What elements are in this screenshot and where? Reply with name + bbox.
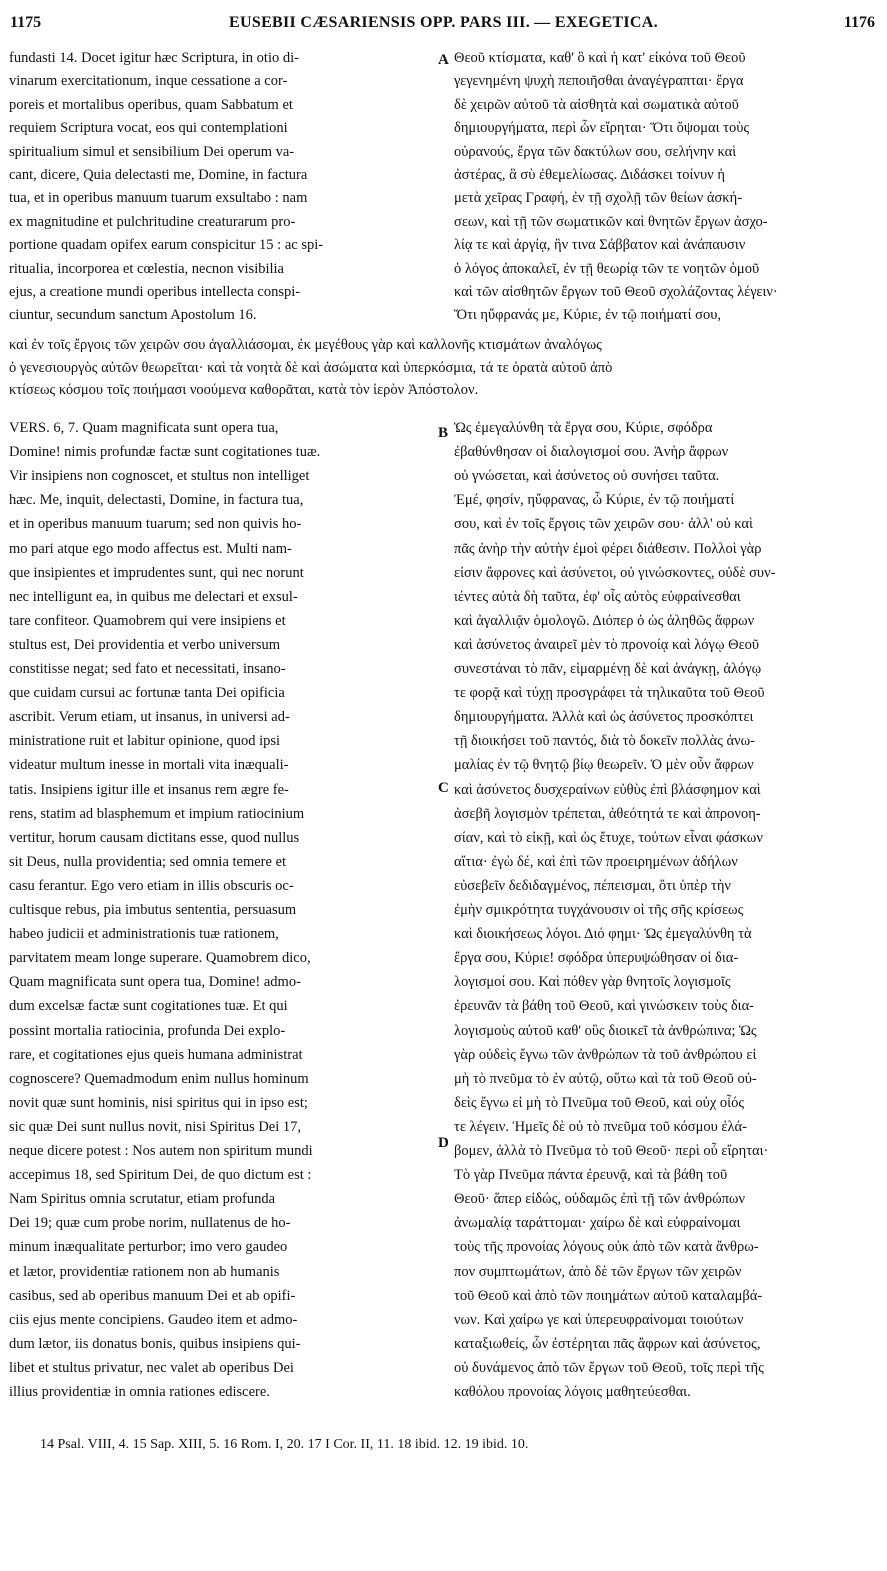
text-line: ἔργα σου, Κύριε! σφόδρα ὑπερυψώθησαν οἱ δια- xyxy=(454,950,739,967)
text-line: portione quadam opifex earum conspicitur 15 : ac spi- xyxy=(9,237,324,254)
margin-letter-c: C xyxy=(438,780,449,796)
text-line: καθόλου προνοίας λόγοις μαθητεύεσθαι. xyxy=(454,1384,691,1400)
text-line: videatur multum inesse in mortali vita inæquali- xyxy=(9,757,289,774)
text-line: ciuntur, secundum sanctum Apostolum 16. xyxy=(9,307,257,324)
text-line: πᾶς ἀνὴρ τὴν αὐτὴν ἐμοὶ φέρει διάθεσιν. Πολλοὶ γὰρ xyxy=(454,540,762,557)
footnotes: 14 Psal. VIII, 4. 15 Sap. XIII, 5. 16 Rom. I, 20. 17 I Cor. II, 11. 18 ibid. 12. 19 ibid. 10. xyxy=(40,1437,529,1452)
page-number-left: 1175 xyxy=(10,14,42,31)
text-line: mo pari atque ego modo affectus est. Multi nam- xyxy=(9,540,292,557)
text-line: σεων, καὶ τῇ τῶν σωματικῶν καὶ θνητῶν ἔργων ἀσχο- xyxy=(454,213,768,230)
text-line: καὶ διοικήσεως λόγοι. Διό φημι· Ὡς ἐμεγαλύνθη τὰ xyxy=(454,926,752,943)
margin-letter-b: B xyxy=(438,425,449,441)
text-line: καὶ ἀσύνετος ἀναιρεῖ μὲν τὸ προνοίᾳ καὶ λόγῳ Θεοῦ xyxy=(454,636,760,653)
text-line: tua, et in operibus manuum tuarum exsultabo : nam xyxy=(9,190,308,207)
text-line: καὶ ἀγαλλιᾷν ὁμολογῶ. Διόπερ ὁ ὡς ἀληθῶς ἄφρων xyxy=(454,612,755,629)
text-line: parvitatem meam longe superare. Quamobrem dico, xyxy=(9,950,311,967)
text-line: σου, καὶ ἐν τοῖς ἔργοις τῶν χειρῶν σου· ἀλλ' οὐ καὶ xyxy=(454,516,753,533)
text-line: βομεν, ἀλλὰ τὸ Πνεῦμα τὸ τοῦ Θεοῦ· περὶ οὗ εἴρηται· xyxy=(454,1143,769,1159)
text-line: μὴ τὸ πνεῦμα τὸ ἐν αὐτῷ, οὕτω καὶ τὰ τοῦ Θεοῦ οὐ- xyxy=(454,1070,757,1087)
text-line: tare confiteor. Quamobrem qui vere insipiens et xyxy=(9,612,286,629)
margin-letter-d: D xyxy=(438,1135,449,1151)
text-line: γεγενημένη ψυχὴ πεποιῆσθαι ἀναγέγραπται· ἔργα xyxy=(454,73,744,90)
text-line: ἐμὴν σμικρότητα τυγχάνουσιν οἱ τῆς σῆς κρίσεως xyxy=(454,902,744,918)
text-line: κτίσεως κόσμου τοῖς ποιήμασι νοούμενα καθορᾶται, κατὰ τὸν ἱερὸν Ἀπόστολον. xyxy=(9,382,479,398)
text-line: ciis ejus mente concipiens. Gaudeo item et admo- xyxy=(9,1311,298,1328)
text-line: Domine! nimis profundæ factæ sunt cogitationes tuæ. xyxy=(9,444,321,461)
text-line: λογισμοί σου. Καὶ πόθεν γὰρ θνητοῖς λογισμοῖς xyxy=(454,974,731,991)
text-line: τε λέγειν. Ἡμεῖς δὲ οὐ τὸ πνεῦμα τοῦ κόσμου ἐλά- xyxy=(454,1118,747,1135)
text-line: αἴτια· ἐγὼ δέ, καὶ ἐπὶ τῶν προειρημένων ἀδήλων xyxy=(454,853,738,870)
text-line: novit quæ sunt hominis, nisi spiritus qui in ipso est; xyxy=(9,1094,308,1111)
text-line: Θεοῦ· ἅπερ εἰδώς, οὐδαμῶς ἐπὶ τῇ τῶν ἀνθρώπων xyxy=(454,1191,746,1208)
text-line: ἀστέρας, ἃ σὺ ἐθεμελίωσας. Διδάσκει τοίνυν ἡ xyxy=(454,167,725,183)
text-line: fundasti 14. Docet igitur hæc Scriptura, in otio di- xyxy=(9,50,299,66)
text-line: δημιουργήματα. Ἀλλὰ καὶ ὡς ἀσύνετος προσκόπτει xyxy=(454,709,754,726)
text-line: possint mortalia ratiocinia, profunda Dei explo- xyxy=(9,1022,286,1039)
text-line: dum excelsæ factæ sunt cogitationes tuæ. Et qui xyxy=(9,998,288,1015)
text-line: δημιουργήματα, περὶ ὧν εἴρηται· Ὅτι ὄψομαι τοὺς xyxy=(454,120,750,137)
text-line: ejus, a creatione mundi operibus intellecta conspi- xyxy=(9,284,301,300)
text-line: cultisque rebus, pia imbutus sententia, persuasum xyxy=(9,902,297,918)
text-line: constitisse negat; sed fato et necessitati, insano- xyxy=(9,661,286,677)
text-line: cognoscere? Quemadmodum enim nullus hominum xyxy=(9,1070,309,1087)
text-line: ex magnitudine et pulchritudine creaturarum pro- xyxy=(9,213,296,230)
text-line: τε φορᾷ καὶ τύχῃ προσγράφει τὰ τηλικαῦτα τοῦ Θεοῦ xyxy=(454,685,765,702)
text-line: ἐβαθύνθησαν οἱ διαλογισμοί σου. Ἀνὴρ ἄφρων xyxy=(454,444,729,461)
text-line: συνεστάναι τὸ πᾶν, εἱμαρμένῃ δὲ καὶ ἀνάγκῃ, ἀλόγῳ xyxy=(454,661,762,677)
text-line: καὶ ἐν τοῖς ἔργοις τῶν χειρῶν σου ἀγαλλιάσομαι, ἐκ μεγέθους γὰρ καὶ καλλονῆς κτισμάτων ἀναλόγως xyxy=(9,337,602,353)
page-number-right: 1176 xyxy=(843,14,875,31)
running-title: EUSEBII CÆSARIENSIS OPP. PARS III. — EXEGETICA. xyxy=(229,14,658,31)
text-line: γὰρ οὐδεὶς ἔγνω τῶν ἀνθρώπων τὰ τοῦ ἀνθρώπου εἰ xyxy=(454,1046,757,1063)
text-line: εἰσιν ἄφρονες καὶ ἀσύνετοι, οὐ γινώσκοντες, οὐδὲ συν- xyxy=(454,564,776,581)
text-line: τῇ διοικήσει τοῦ παντός, διὰ τὸ δοκεῖν πολλὰς ἀνω- xyxy=(454,733,756,750)
text-line: neque dicere potest : Nos autem non spiritum mundi xyxy=(9,1143,313,1159)
text-line: que cuidam cursui ac fortunæ tanta Dei opificia xyxy=(9,685,285,702)
text-line: ὁ γενεσιουργὸς αὐτῶν θεωρεῖται· καὶ τὰ νοητὰ δὲ καὶ ἀσώματα καὶ ὑπερκόσμια, τά τε ὁρατὰ αὐτοῦ ἀπὸ xyxy=(9,359,613,376)
text-line: μετὰ χεῖρας Γραφή, ἐν τῇ σχολῇ τῶν θείων ἀσκή- xyxy=(454,190,743,207)
text-line: minum inæqualitate perturbor; imo vero gaudeo xyxy=(9,1239,288,1256)
text-line: rens, statim ad blasphemum et impium ratiocinium xyxy=(9,805,305,822)
text-line: et in operibus manuum tuarum; sed non quivis ho- xyxy=(9,516,302,533)
text-line: Ἐμέ, φησίν, ηὔφρανας, ὦ Κύριε, ἐν τῷ ποιήματί xyxy=(454,492,735,509)
text-line: VERS. 6, 7. Quam magnificata sunt opera tua, xyxy=(9,420,279,436)
text-line: spiritualium simul et sensibilium Dei operum va- xyxy=(9,143,295,160)
text-line: μαλίας ἐν τῷ θνητῷ βίῳ θεωρεῖν. Ὁ μὲν οὖν ἄφρων xyxy=(454,757,754,774)
text-line: Quam magnificata sunt opera tua, Domine! admo- xyxy=(9,974,301,991)
text-line: εὐσεβεῖν δεδιδαγμένος, πέπεισμαι, ὅτι ὑπὲρ τὴν xyxy=(454,877,731,894)
text-line: Nam Spiritus omnia scrutatur, etiam profunda xyxy=(9,1191,275,1208)
text-line: casibus, sed ab operibus manuum Dei et ab opifi- xyxy=(9,1287,296,1304)
text-line: ὁ λόγος ἀποκαλεῖ, ἐν τῇ θεωρίᾳ τῶν τε νοητῶν ὁμοῦ xyxy=(454,260,760,277)
text-line: Vir insipiens non cognoscet, et stultus non intelliget xyxy=(9,468,310,485)
text-line: et lætor, providentiæ rationem non ab humanis xyxy=(9,1263,280,1280)
text-line: Ὅτι ηὔφρανάς με, Κύριε, ἐν τῷ ποιήματί σου, xyxy=(454,307,722,324)
running-header xyxy=(0,8,887,42)
text-line: Θεοῦ κτίσματα, καθ' ὃ καὶ ἡ κατ' εἰκόνα τοῦ Θεοῦ xyxy=(454,50,746,66)
text-line: libet et stultus privatur, nec valet ab operibus Dei xyxy=(9,1359,294,1376)
text-line: stultus est, Dei providentia et verbo universum xyxy=(9,636,281,653)
text-line: requiem Scriptura vocat, eos qui contemplationi xyxy=(9,120,288,137)
text-line: οὐ δυνάμενος ἀπὸ τῶν ἔργων τοῦ Θεοῦ, τοῖς περὶ τῆς xyxy=(454,1359,764,1376)
text-line: sit Deus, nulla providentia; sed omnia temere et xyxy=(9,853,287,870)
text-line: καὶ ἀσύνετος δυσχεραίνων εὐθὺς ἐπὶ βλάσφημον καὶ xyxy=(454,781,761,798)
text-line: καταξιωθείς, ὧν ἐστέρηται πᾶς ἄφρων καὶ ἀσύνετος, xyxy=(454,1335,761,1352)
text-line: τοὺς τῆς προνοίας λόγους οὐκ ἀπὸ τῶν κατὰ ἄνθρω- xyxy=(454,1239,759,1256)
text-line: accepimus 18, sed Spiritum Dei, de quo dictum est : xyxy=(9,1167,312,1184)
text-line: καὶ τῶν αἰσθητῶν ἔργων τοῦ Θεοῦ σχολάζοντας λέγειν· xyxy=(454,284,778,300)
text-line: τοῦ Θεοῦ καὶ ἀπὸ τῶν ποιημάτων αὐτοῦ καταλαμβά- xyxy=(454,1287,763,1304)
text-line: λίᾳ τε καὶ ἀργίᾳ, ἣν τινα Σάββατον καὶ ἀνάπαυσιν xyxy=(454,237,746,254)
text-line: λογισμοὺς αὐτοῦ καθ' οὓς διοικεῖ τὰ ἀνθρώπινα; Ὡς xyxy=(454,1022,757,1039)
text-line: ιέντες αὐτὰ δὴ ταῦτα, ἐφ' οἷς αὐτὸς εὐφραίνεσθαι xyxy=(454,588,741,605)
text-line: Ὡς ἐμεγαλύνθη τὰ ἔργα σου, Κύριε, σφόδρα xyxy=(454,420,713,436)
text-line: habeo judicii et administrationis tuæ rationem, xyxy=(9,926,279,943)
text-line: illius providentiæ in omnia rationes ediscere. xyxy=(9,1384,270,1400)
text-line: Dei 19; quæ cum probe norim, nullatenus de ho- xyxy=(9,1215,291,1232)
text-line: rare, et cogitationes ejus queis humana administrat xyxy=(9,1046,303,1063)
text-line: vinarum exercitationum, inque cessatione a cor- xyxy=(9,73,288,90)
text-line: poreis et mortalibus operibus, quam Sabbatum et xyxy=(9,96,293,113)
text-line: ritualia, incorporea et cœlestia, necnon visibilia xyxy=(9,260,284,277)
text-line: οὐ γνώσεται, καὶ ἀσύνετος οὐ συνήσει ταῦτα. xyxy=(454,468,720,485)
text-line: cant, dicere, Quia delectasti me, Domine, in factura xyxy=(9,167,308,183)
text-line: σίαν, καὶ τὸ εἰκῇ, καὶ ὡς ἔτυχε, τούτων εἶναι φάσκων xyxy=(454,829,763,846)
text-line: νων. Καὶ χαίρω γε καὶ ὑπερευφραίνομαι τοιούτων xyxy=(454,1311,744,1328)
text-line: nec intelligunt ea, in quibus me delectari et exsul- xyxy=(9,588,298,605)
text-line: ἀνωμαλίᾳ ταράττομαι· χαίρω δὲ καὶ εὐφραίνομαι xyxy=(454,1215,741,1232)
text-line: tatis. Insipiens igitur ille et insanus rem ægre fe- xyxy=(9,781,289,798)
text-line: οὐρανούς, ἔργα τῶν δακτύλων σου, σελήνην καὶ xyxy=(454,143,737,160)
text-line: ministratione ruit et labitur opinione, quod ipsi xyxy=(9,733,281,750)
text-line: ἀσεβῆ λογισμὸν τρέπεται, ἀθεότητά τε καὶ ἀπρονοη- xyxy=(454,805,761,822)
text-line: ascribit. Verum etiam, ut insanus, in universi ad- xyxy=(9,709,290,726)
text-line: dum lætor, iis donatus bonis, quibus insipiens qui- xyxy=(9,1335,301,1352)
text-line: δεὶς ἔγνω εἰ μὴ τὸ Πνεῦμα τοῦ Θεοῦ, καὶ οὐχ οἷός xyxy=(454,1094,745,1111)
text-line: que insipientes et imprudentes sunt, qui nec norunt xyxy=(9,564,304,581)
margin-letter-a: A xyxy=(438,52,449,68)
text-line: Τὸ γὰρ Πνεῦμα πάντα ἐρευνᾷ, καὶ τὰ βάθη τοῦ xyxy=(454,1167,728,1184)
text-line: casu ferantur. Ego vero etiam in illis obscuris oc- xyxy=(9,877,294,894)
text-line: δὲ χειρῶν αὐτοῦ τὰ αἰσθητὰ καὶ σωματικὰ αὐτοῦ xyxy=(454,96,739,113)
text-line: vertitur, horum causam dictitans esse, quod nullus xyxy=(9,829,300,846)
text-line: hæc. Me, inquit, delectasti, Domine, in factura tua, xyxy=(9,492,304,509)
text-line: sic quæ Dei sunt nullus novit, nisi Spiritus Dei 17, xyxy=(9,1118,302,1135)
text-line: ἐρευνᾶν τὰ βάθη τοῦ Θεοῦ, καὶ γινώσκειν τοὺς δια- xyxy=(454,998,755,1015)
text-line: πον συμπτωμάτων, ἀπὸ δὲ τῶν ἔργων τῶν χειρῶν xyxy=(454,1263,742,1280)
